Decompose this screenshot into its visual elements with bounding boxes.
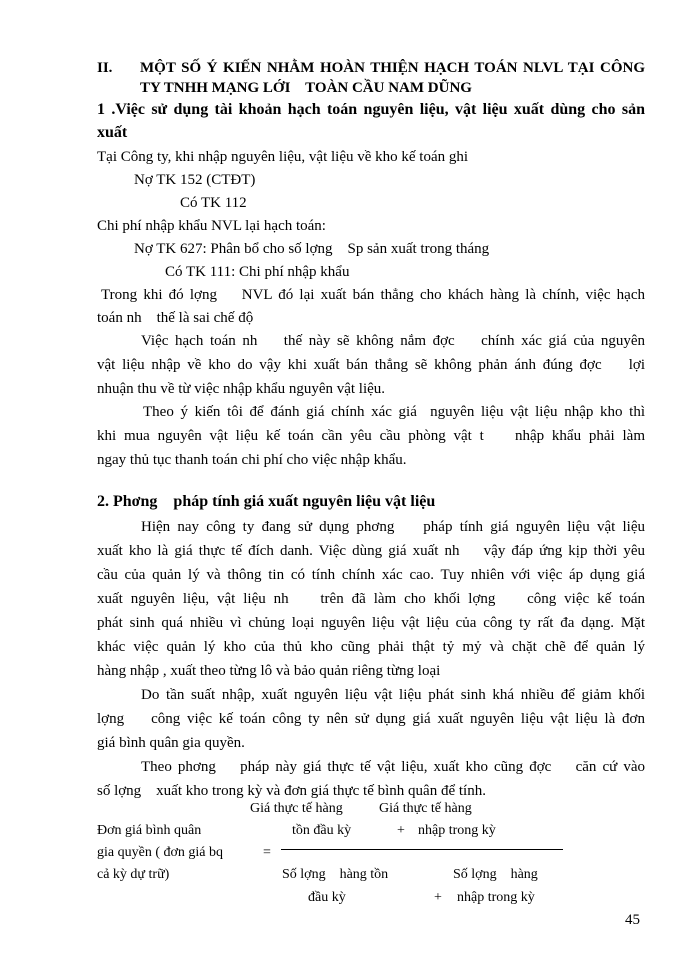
journal-credit: Có TK 112 [180, 195, 247, 211]
formula-denominator-b1: Số lợng hàng [453, 867, 538, 882]
paragraph-line: lợng công việc kế toán công ty nên sử dụng giá xuất nguyên liệu vật liệu là đơn [97, 711, 645, 727]
paragraph-line: toán nh thế là sai chế độ [97, 310, 254, 326]
paragraph-line: nhuận thu về từ việc nhập khẩu nguyên vật liệu. [97, 381, 386, 397]
formula-denominator-b2: nhập trong kỳ [457, 890, 535, 905]
formula-plus-numerator: + [397, 823, 405, 838]
formula-equals: = [263, 845, 271, 860]
formula-lhs-line1: Đơn giá bình quân [97, 823, 202, 838]
paragraph-line: khi mua nguyên vật liệu kế toán cần yêu cầu phòng vật t nhập khẩu phải làm [97, 428, 645, 444]
part1-title-line2: xuất [97, 124, 128, 141]
formula-numerator-a1: Giá thực tế hàng [250, 801, 343, 816]
formula-fraction-bar [281, 849, 563, 850]
paragraph-line: Theo ý kiến tôi để đánh giá chính xác giá nguyên liệu vật liệu nhập kho thì [143, 404, 645, 420]
paragraph-line: khác việc quản lý kho của thủ kho cũng phải thật tỷ mỷ và chặt chẽ để quản lý [97, 639, 645, 655]
paragraph-line: cầu của quản lý và thông tin có tính chính xác cao. Tuy nhiên với việc áp dụng giá [97, 567, 645, 583]
section-number: II. [97, 60, 113, 76]
paragraph-line: xuất nguyên liệu, vật liệu nh trên đã làm cho khối lợng công việc kế toán [97, 591, 645, 607]
formula-lhs-line3: cả kỳ dự trữ) [97, 867, 170, 882]
journal-debit: Nợ TK 152 (CTĐT) [134, 172, 256, 188]
paragraph-line: Hiện nay công ty đang sử dụng phơng pháp tính giá nguyên liệu vật liệu [141, 519, 645, 535]
journal-debit: Nợ TK 627: Phân bổ cho số lợng Sp sản xuất trong tháng [134, 241, 490, 257]
paragraph-line: ngay thủ tục thanh toán chi phí cho việc nhập khẩu. [97, 452, 407, 468]
formula-numerator-b2: nhập trong kỳ [418, 823, 496, 838]
formula-plus-denominator: + [434, 890, 442, 905]
part2-title: 2. Phơng pháp tính giá xuất nguyên liệu vật liệu [97, 493, 436, 510]
formula-numerator-b1: Giá thực tế hàng [379, 801, 472, 816]
formula-denominator-a2: đầu kỳ [308, 890, 346, 905]
section-heading-line1: MỘT SỐ Ý KIẾN NHẰM HOÀN THIỆN HẠCH TOÁN NLVL TẠI CÔNG [140, 60, 645, 76]
paragraph-line: Tại Công ty, khi nhập nguyên liệu, vật liệu về kho kế toán ghi [97, 149, 469, 165]
paragraph-line: phát sinh quá nhiều vì chủng loại nguyên liệu vật liệu của công ty rất đa dạng. Mặt [97, 615, 645, 631]
formula-lhs-line2: gia quyền ( đơn giá bq [97, 845, 223, 860]
formula-denominator-a1: Số lợng hàng tồn [282, 867, 389, 882]
section-heading-line2: TY TNHH MẠNG LỚI TOÀN CẦU NAM DŨNG [140, 80, 472, 96]
paragraph-line: vật liệu nhập về kho do vậy khi xuất bán thẳng sẽ không phản ánh đúng đợc lợi [97, 357, 645, 373]
formula-numerator-a2: tồn đầu kỳ [292, 823, 352, 838]
paragraph-line: Theo phơng pháp này giá thực tế vật liệu, xuất kho cũng đợc căn cứ vào [141, 759, 645, 775]
paragraph-line: số lợng xuất kho trong kỳ và đơn giá thực tế bình quân để tính. [97, 783, 486, 799]
page-number: 45 [625, 912, 640, 928]
paragraph-line: Việc hạch toán nh thế này sẽ không nắm đợc chính xác giá của nguyên [141, 333, 645, 349]
paragraph-line: giá bình quân gia quyền. [97, 735, 245, 751]
part1-title-line1: 1 .Việc sử dụng tài khoản hạch toán nguyên liệu, vật liệu xuất dùng cho sản [97, 101, 645, 118]
paragraph-line: Trong khi đó lợng NVL đó lại xuất bán thẳng cho khách hàng là chính, việc hạch [101, 287, 645, 303]
journal-credit: Có TK 111: Chi phí nhập khẩu [165, 264, 350, 280]
paragraph-line: hàng nhập , xuất theo từng lô và bảo quản riêng từng loại [97, 663, 441, 679]
paragraph-line: Chi phí nhập khẩu NVL lại hạch toán: [97, 218, 326, 234]
paragraph-line: xuất kho là giá thực tế đích danh. Việc dùng giá xuất nh vậy đáp ứng kịp thời yêu [97, 543, 645, 559]
paragraph-line: Do tần suất nhập, xuất nguyên liệu vật liệu phát sinh khá nhiều để giảm khối [141, 687, 645, 703]
